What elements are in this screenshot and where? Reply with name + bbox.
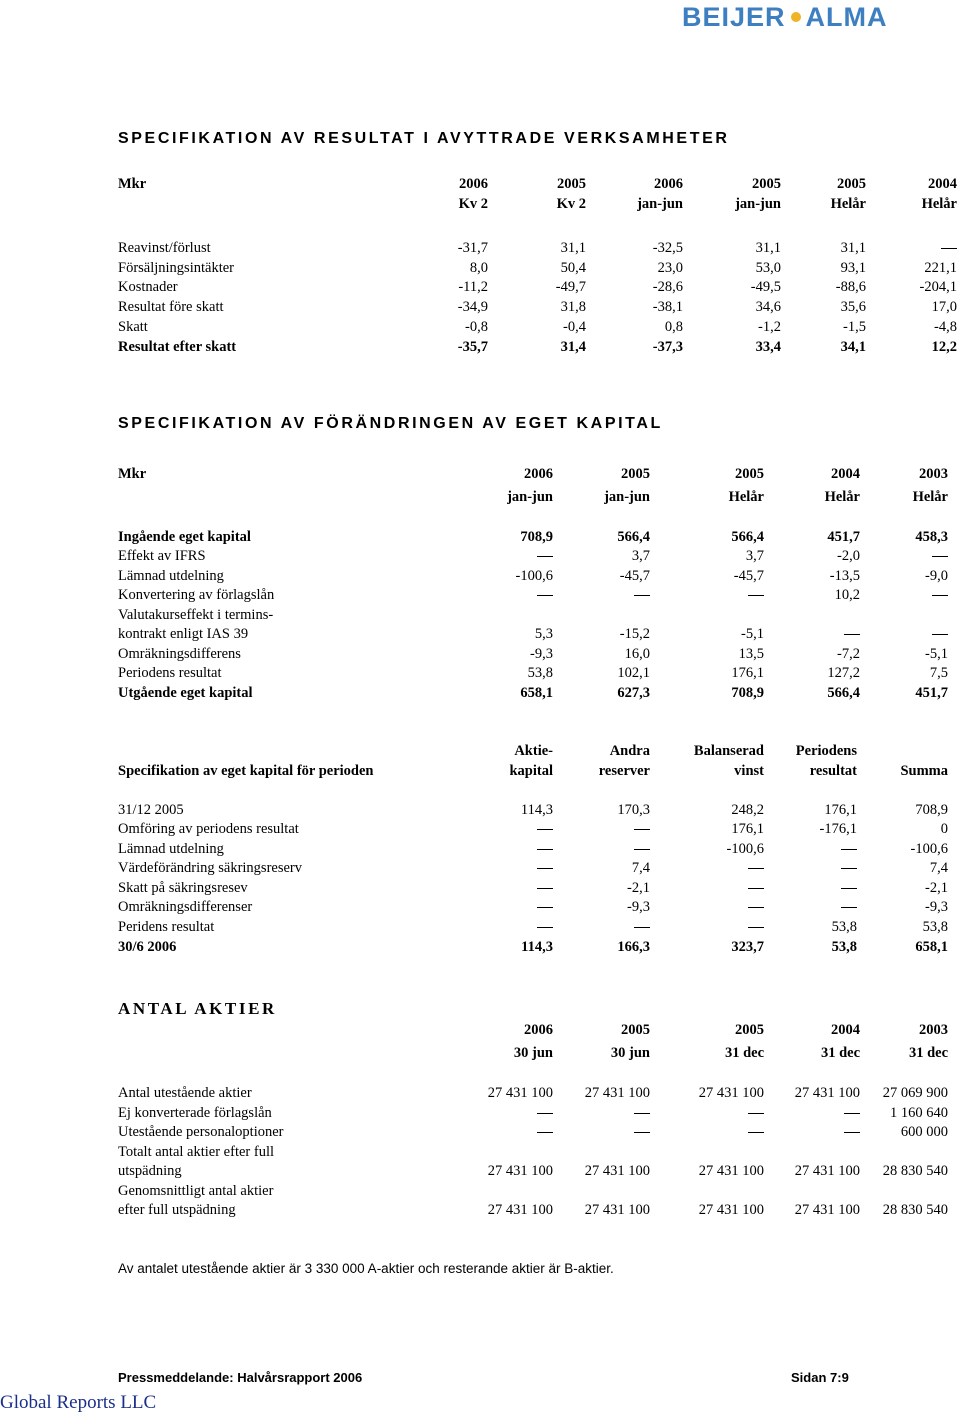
dash-mark (841, 849, 857, 850)
sec4-table-row (0, 1162, 960, 1181)
row-label: Skatt på säkringsresev (118, 880, 248, 896)
logo-dot-icon (791, 12, 801, 22)
column-header: Helår (830, 196, 866, 212)
column-header: reserver (598, 763, 650, 779)
column-header: 2003 (919, 466, 948, 482)
dash-mark (932, 634, 948, 635)
table-cell: 7,4 (631, 860, 650, 876)
table-cell (841, 879, 857, 898)
shares-note: Av antalet utestående aktier är 3 330 000 A-aktier och resterande aktier är B-aktier. (118, 1261, 614, 1276)
dash-mark (748, 888, 764, 889)
sec4-table-row (0, 1143, 960, 1162)
table-cell: 31,8 (560, 299, 586, 315)
table-cell (748, 879, 764, 898)
column-header: Kv 2 (458, 196, 488, 212)
row-label: Resultat efter skatt (118, 339, 237, 355)
sec4-header-row (0, 1021, 960, 1040)
row-label: efter full utspädning (118, 1202, 236, 1218)
table-cell: 451,7 (915, 685, 948, 701)
sec2-table-row (0, 547, 960, 566)
sec3-table-row (0, 898, 960, 917)
row-label: Effekt av IFRS (118, 548, 206, 564)
sec2-table-row (0, 645, 960, 664)
dash-mark (844, 634, 860, 635)
row-label: Reavinst/förlust (118, 240, 211, 256)
column-header: 2005 (621, 466, 650, 482)
dash-mark (748, 868, 764, 869)
table-cell: 3,7 (631, 548, 650, 564)
table-cell: -0,4 (563, 319, 586, 335)
table-cell (748, 1123, 764, 1142)
column-header: 31 dec (908, 1045, 948, 1061)
table-cell: 27 431 100 (794, 1085, 860, 1101)
table-cell (537, 1123, 553, 1142)
sec4-table-row (0, 1104, 960, 1123)
section-title-resultat: SPECIFIKATION AV RESULTAT I AVYTTRADE VERKSAMHETER (118, 130, 730, 147)
table-cell: 12,2 (931, 339, 957, 355)
column-header: 31 dec (724, 1045, 764, 1061)
table-cell: 658,1 (915, 939, 948, 955)
section-title-eget-kapital: SPECIFIKATION AV FÖRÄNDRINGEN AV EGET KAPITAL (118, 415, 663, 432)
table-cell (537, 918, 553, 937)
table-cell: 16,0 (624, 646, 650, 662)
sec3-header-row (0, 762, 960, 781)
table-cell: -2,1 (925, 880, 948, 896)
column-header: resultat (809, 763, 857, 779)
column-header: kapital (509, 763, 553, 779)
table-cell: -176,1 (819, 821, 857, 837)
table-cell: -13,5 (829, 568, 860, 584)
row-label: Valutakurseffekt i termins- (118, 607, 274, 623)
table-cell (634, 840, 650, 859)
dash-mark (537, 1132, 553, 1133)
table-cell: 176,1 (731, 665, 764, 681)
table-cell: -15,2 (619, 626, 650, 642)
row-label: Periodens resultat (118, 665, 222, 681)
table-cell (634, 918, 650, 937)
table-cell: 7,5 (929, 665, 948, 681)
column-header: 30 jun (513, 1045, 553, 1061)
table-cell: 27 431 100 (698, 1202, 764, 1218)
column-header: jan-jun (637, 196, 683, 212)
sec3-header-row (0, 742, 960, 761)
table-cell: 53,8 (831, 919, 857, 935)
dash-mark (537, 868, 553, 869)
row-label: Antal utestående aktier (118, 1085, 252, 1101)
row-label: utspädning (118, 1163, 182, 1179)
sec3-table-row (0, 879, 960, 898)
section-title-antal-aktier: ANTAL AKTIER (118, 999, 277, 1018)
table-cell: -9,0 (925, 568, 948, 584)
table-cell: 27 069 900 (882, 1085, 948, 1101)
beijer-alma-logo (682, 2, 888, 33)
table-cell: 53,8 (922, 919, 948, 935)
table-cell: 31,1 (840, 240, 866, 256)
table-cell (941, 239, 957, 258)
sec4-table-row (0, 1182, 960, 1201)
table-cell: 600 000 (900, 1124, 948, 1140)
footer-left: Pressmeddelande: Halvårsrapport 2006 (118, 1370, 363, 1385)
table-cell: -4,8 (934, 319, 957, 335)
table-cell: 27 431 100 (698, 1085, 764, 1101)
table-cell (841, 898, 857, 917)
table-cell: 451,7 (827, 529, 860, 545)
row-label: Peridens resultat (118, 919, 215, 935)
sec3-table-row (0, 820, 960, 839)
row-label: Ej konverterade förlagslån (118, 1105, 272, 1121)
table-cell (748, 898, 764, 917)
table-cell: -37,3 (652, 339, 683, 355)
column-header: 2004 (831, 466, 860, 482)
table-cell (932, 547, 948, 566)
table-cell: 221,1 (924, 260, 957, 276)
column-header: 2005 (735, 1022, 764, 1038)
row-label: Utestående personaloptioner (118, 1124, 284, 1140)
column-header: 2004 (831, 1022, 860, 1038)
table-cell: 5,3 (534, 626, 553, 642)
row-label: Omräkningsdifferenser (118, 899, 253, 915)
sec3-table-row (0, 801, 960, 820)
table-cell: -1,5 (843, 319, 866, 335)
table-cell (748, 859, 764, 878)
table-cell: 27 431 100 (584, 1163, 650, 1179)
dash-mark (941, 248, 957, 249)
table-cell: 114,3 (521, 939, 553, 955)
table-cell (634, 820, 650, 839)
dash-mark (634, 849, 650, 850)
table-cell: -9,3 (627, 899, 650, 915)
sec3-table-row (0, 938, 960, 957)
table-cell: -45,7 (619, 568, 650, 584)
table-cell: -5,1 (925, 646, 948, 662)
table-cell: 170,3 (617, 802, 650, 818)
dash-mark (537, 907, 553, 908)
table-cell: -5,1 (741, 626, 764, 642)
table-cell: 35,6 (840, 299, 866, 315)
table-cell (634, 586, 650, 605)
row-label: Totalt antal aktier efter full (118, 1144, 274, 1160)
table-cell: -2,1 (627, 880, 650, 896)
dash-mark (537, 888, 553, 889)
table-cell: 708,9 (731, 685, 764, 701)
dash-mark (844, 1113, 860, 1114)
column-header: 31 dec (820, 1045, 860, 1061)
table-cell (537, 586, 553, 605)
table-cell: 566,4 (731, 529, 764, 545)
sec4-header-row (0, 1044, 960, 1063)
sec4-table-row (0, 1123, 960, 1142)
table-cell: -100,6 (515, 568, 553, 584)
dash-mark (537, 595, 553, 596)
table-cell: 166,3 (617, 939, 650, 955)
sec3-table-row (0, 918, 960, 937)
table-cell (537, 898, 553, 917)
table-cell: 3,7 (745, 548, 764, 564)
table-cell: 323,7 (731, 939, 764, 955)
row-label: Konvertering av förlagslån (118, 587, 275, 603)
sec2-table-row (0, 664, 960, 683)
logo-text-right: ALMA (805, 2, 888, 32)
table-cell: 566,4 (827, 685, 860, 701)
table-cell: 33,4 (755, 339, 781, 355)
table-cell: 7,4 (929, 860, 948, 876)
table-cell: 0,8 (664, 319, 683, 335)
table-cell: 248,2 (731, 802, 764, 818)
dash-mark (841, 868, 857, 869)
sec1-table-row (0, 338, 960, 357)
table-cell (748, 1104, 764, 1123)
sec2-table-row (0, 606, 960, 625)
sec2-table-row (0, 567, 960, 586)
dash-mark (537, 1113, 553, 1114)
row-label: Skatt (118, 319, 148, 335)
footer-page-number: Sidan 7:9 (791, 1370, 849, 1385)
table-cell (537, 859, 553, 878)
table-cell: 27 431 100 (487, 1085, 553, 1101)
table-cell: 27 431 100 (698, 1163, 764, 1179)
dash-mark (634, 1113, 650, 1114)
row-label: Värdeförändring säkringsreserv (118, 860, 302, 876)
sec3-table-row (0, 840, 960, 859)
table-cell: -9,3 (925, 899, 948, 915)
table-cell: 27 431 100 (794, 1163, 860, 1179)
sec1-table-row (0, 259, 960, 278)
table-cell: -9,3 (530, 646, 553, 662)
column-header: 2003 (919, 1022, 948, 1038)
dash-mark (844, 1132, 860, 1133)
sec1-header-row (0, 175, 960, 194)
row-label: Lämnad utdelning (118, 568, 224, 584)
table-cell (537, 840, 553, 859)
table-cell: 458,3 (915, 529, 948, 545)
table-cell: 1 160 640 (890, 1105, 948, 1121)
table-cell: -11,2 (458, 279, 488, 295)
table-cell (634, 1104, 650, 1123)
table-cell: 28 830 540 (882, 1163, 948, 1179)
sec4-table-row (0, 1201, 960, 1220)
table-cell: -32,5 (652, 240, 683, 256)
sec2-header-row (0, 465, 960, 484)
table-cell: -45,7 (733, 568, 764, 584)
row-label: Omräkningsdifferens (118, 646, 241, 662)
table-cell: 31,1 (560, 240, 586, 256)
table-cell: -35,7 (457, 339, 488, 355)
sec2-table-row (0, 684, 960, 703)
row-label: Omföring av periodens resultat (118, 821, 299, 837)
column-header: Kv 2 (556, 196, 586, 212)
table-cell: 53,8 (831, 939, 857, 955)
dash-mark (841, 907, 857, 908)
table-cell: -7,2 (837, 646, 860, 662)
table-cell (537, 820, 553, 839)
table-cell: 176,1 (824, 802, 857, 818)
table-cell: 34,1 (840, 339, 866, 355)
table-cell: 8,0 (469, 260, 488, 276)
table-cell: 176,1 (731, 821, 764, 837)
dash-mark (748, 927, 764, 928)
column-header: 2005 (621, 1022, 650, 1038)
dash-mark (748, 595, 764, 596)
table-cell: -1,2 (758, 319, 781, 335)
table-cell (634, 1123, 650, 1142)
table-cell: -88,6 (835, 279, 866, 295)
logo-text-left: BEIJER (682, 2, 786, 32)
column-header-label: Specifikation av eget kapital för perioden (118, 763, 374, 779)
sec2-table-row (0, 625, 960, 644)
dash-mark (748, 1113, 764, 1114)
table-cell: 53,0 (755, 260, 781, 276)
column-header: 2005 (735, 466, 764, 482)
table-cell (748, 918, 764, 937)
table-cell: 708,9 (915, 802, 948, 818)
column-header-label: Mkr (118, 176, 147, 192)
table-cell: -100,6 (910, 841, 948, 857)
table-cell (537, 1104, 553, 1123)
dash-mark (537, 556, 553, 557)
sec1-header-row (0, 195, 960, 214)
row-label: Kostnader (118, 279, 178, 295)
table-cell: 708,9 (520, 529, 553, 545)
sec1-table-row (0, 239, 960, 258)
table-cell: -49,5 (750, 279, 781, 295)
table-cell (841, 840, 857, 859)
column-header: 2005 (837, 176, 866, 192)
column-header: 2004 (928, 176, 957, 192)
dash-mark (537, 849, 553, 850)
table-cell (844, 625, 860, 644)
table-cell (844, 1104, 860, 1123)
dash-mark (634, 927, 650, 928)
table-cell: 10,2 (834, 587, 860, 603)
column-header: Helår (921, 196, 957, 212)
table-cell: 93,1 (840, 260, 866, 276)
dash-mark (932, 595, 948, 596)
row-label: 31/12 2005 (118, 802, 184, 818)
table-cell: 27 431 100 (487, 1202, 553, 1218)
table-cell: 114,3 (520, 802, 553, 818)
column-header: jan-jun (735, 196, 781, 212)
row-label: Försäljningsintäkter (118, 260, 234, 276)
table-cell: 566,4 (617, 529, 650, 545)
table-cell: 53,8 (527, 665, 553, 681)
row-label: Resultat före skatt (118, 299, 224, 315)
table-cell: 102,1 (617, 665, 650, 681)
table-cell: -28,6 (652, 279, 683, 295)
sec1-table-row (0, 298, 960, 317)
dash-mark (634, 829, 650, 830)
table-cell: 627,3 (617, 685, 650, 701)
column-header-label: Mkr (118, 466, 147, 482)
dash-mark (932, 556, 948, 557)
table-cell: 31,4 (560, 339, 586, 355)
table-cell: 28 830 540 (882, 1202, 948, 1218)
row-label: 30/6 2006 (118, 939, 177, 955)
table-cell: 27 431 100 (584, 1202, 650, 1218)
sec3-table-row (0, 859, 960, 878)
table-cell: 658,1 (520, 685, 553, 701)
table-cell: 127,2 (827, 665, 860, 681)
column-header: jan-jun (604, 489, 650, 505)
column-header: Helår (912, 489, 948, 505)
column-header: vinst (734, 763, 764, 779)
row-label: kontrakt enligt IAS 39 (118, 626, 249, 642)
dash-mark (537, 927, 553, 928)
table-cell: -0,8 (465, 319, 488, 335)
dash-mark (634, 595, 650, 596)
sec1-table-row (0, 318, 960, 337)
table-cell (932, 586, 948, 605)
table-cell: 0 (940, 821, 948, 837)
table-cell: 27 431 100 (794, 1202, 860, 1218)
table-cell (841, 859, 857, 878)
table-cell (932, 625, 948, 644)
dash-mark (748, 907, 764, 908)
dash-mark (634, 1132, 650, 1133)
table-cell (844, 1123, 860, 1142)
table-cell: -100,6 (726, 841, 764, 857)
table-cell: -204,1 (919, 279, 957, 295)
watermark-global-reports: Global Reports LLC (0, 1392, 157, 1413)
column-header: Periodens (795, 743, 857, 759)
table-cell (537, 547, 553, 566)
table-cell: 34,6 (755, 299, 781, 315)
table-cell: -34,9 (457, 299, 488, 315)
table-cell: -31,7 (457, 240, 488, 256)
table-cell: 27 431 100 (584, 1085, 650, 1101)
table-cell: 31,1 (755, 240, 781, 256)
table-cell: -2,0 (837, 548, 860, 564)
column-header: Andra (609, 743, 650, 759)
dash-mark (748, 1132, 764, 1133)
sec2-header-row (0, 488, 960, 507)
sec2-table-row (0, 528, 960, 547)
table-cell: 27 431 100 (487, 1163, 553, 1179)
column-header: 2006 (524, 466, 553, 482)
sec4-table-row (0, 1084, 960, 1103)
column-header: 2005 (752, 176, 781, 192)
table-cell (537, 879, 553, 898)
table-cell: -49,7 (555, 279, 586, 295)
table-cell (748, 586, 764, 605)
column-header: 2006 (524, 1022, 553, 1038)
column-header: 2006 (654, 176, 683, 192)
column-header: jan-jun (507, 489, 553, 505)
column-header: Helår (728, 489, 764, 505)
sec1-table-row (0, 278, 960, 297)
sec2-table-row (0, 586, 960, 605)
row-label: Utgående eget kapital (118, 685, 253, 701)
row-label: Genomsnittligt antal aktier (118, 1183, 274, 1199)
column-header: Balanserad (693, 743, 764, 759)
table-cell: 17,0 (931, 299, 957, 315)
table-cell: 50,4 (560, 260, 586, 276)
dash-mark (841, 888, 857, 889)
column-header: Helår (824, 489, 860, 505)
column-header: 30 jun (610, 1045, 650, 1061)
table-cell: -38,1 (652, 299, 683, 315)
table-cell: 13,5 (738, 646, 764, 662)
column-header: 2006 (459, 176, 488, 192)
table-cell: 23,0 (657, 260, 683, 276)
column-header: 2005 (557, 176, 586, 192)
column-header: Summa (900, 763, 948, 779)
row-label: Lämnad utdelning (118, 841, 224, 857)
column-header: Aktie- (514, 743, 553, 759)
row-label: Ingående eget kapital (118, 529, 251, 545)
dash-mark (537, 829, 553, 830)
